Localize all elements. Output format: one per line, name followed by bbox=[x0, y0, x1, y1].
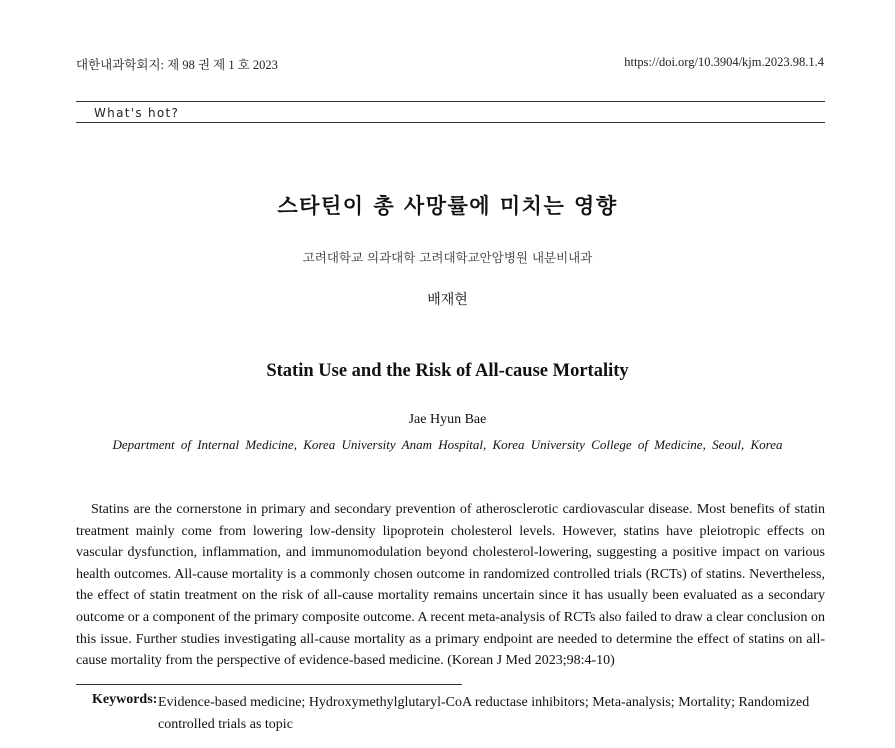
journal-citation: 대한내과학회지: 제 98 권 제 1 호 2023 bbox=[76, 58, 278, 72]
english-author: Jae Hyun Bae bbox=[408, 412, 487, 427]
abstract-text: Statins are the cornerstone in primary and secondary prevention of atherosclerotic cardiovascular disease. Most benefits of statin treatment mainly come from lowering low-density lipoprotein cholesterol levels. However, statins have pleiotropic effects on vascular dysfunction, inflammation, and immunomodulation beyond cholesterol-lowering, suggesting a positive impact on various health outcomes. All-cause mortality is a commonly chosen outcome in randomized controlled trials (RCTs) of statins. Nevertheless, the effect of statin treatment on the risk of all-cause mortality remains uncertain since it has usually been evaluated as a secondary outcome or a component of the primary composite outcome. A recent meta-analysis of RCTs also failed to draw a clear conclusion on this issue. Further studies investigating all-cause mortality as a primary endpoint are needed to determine the effect of statins on all-cause mortality from the perspective of evidence-based medicine. (Korean J Med 2023;98:4-10) bbox=[76, 502, 825, 669]
english-title: Statin Use and the Risk of All-cause Mortality bbox=[266, 361, 629, 381]
keywords-label: Keywords: bbox=[92, 692, 158, 707]
korean-author: 배재현 bbox=[427, 292, 468, 308]
korean-affiliation: 고려대학교 의과대학 고려대학교안암병원 내분비내과 bbox=[302, 250, 593, 265]
keywords-rule bbox=[76, 684, 462, 685]
doi-link[interactable]: https://doi.org/10.3904/kjm.2023.98.1.4 bbox=[624, 55, 824, 69]
english-affiliation: Department of Internal Medicine, Korea University Anam Hospital, Korea University College of Medicine, Seoul, Korea bbox=[112, 437, 783, 452]
keywords-text: Evidence-based medicine; Hydroxymethylglutaryl-CoA reductase inhibitors; Meta-analysis; Mortality; Randomized controlled trials as topic bbox=[158, 695, 810, 732]
korean-title: 스타틴이 총 사망률에 미치는 영향 bbox=[277, 194, 618, 218]
section-label: What's hot? bbox=[94, 106, 180, 120]
section-rule-top bbox=[76, 101, 825, 102]
section-rule-bottom bbox=[76, 122, 825, 123]
